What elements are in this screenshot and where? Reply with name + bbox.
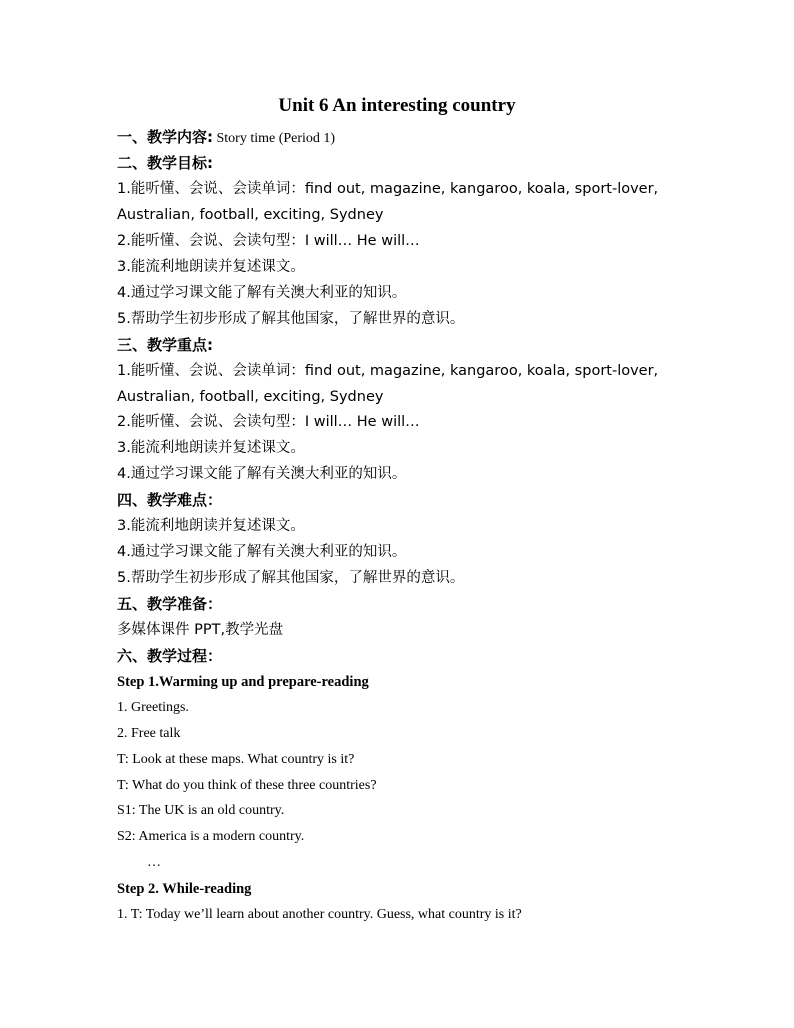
key-points-heading: 三、教学重点: <box>117 336 213 354</box>
step2-line: 1. T: Today we’ll learn about another country. Guess, what country is it? <box>117 907 522 922</box>
step1-line: S1: The UK is an old country. <box>117 803 285 818</box>
content-line <box>117 127 757 149</box>
process-heading: 六、教学过程： <box>117 647 223 665</box>
step1-ellipsis: … <box>147 855 161 870</box>
key-point-item: 4.通过学习课文能了解有关澳大利亚的知识。 <box>117 466 407 482</box>
step1-line: T: What do you think of these three countries? <box>117 778 377 793</box>
content-value: Story time (Period 1) <box>213 131 336 146</box>
step1-line: T: Look at these maps. What country is it? <box>117 752 355 767</box>
difficulty-item: 5.帮助学生初步形成了解其他国家，了解世界的意识。 <box>117 570 465 586</box>
difficulty-item: 4.通过学习课文能了解有关澳大利亚的知识。 <box>117 544 407 560</box>
objective-item: 3.能流利地朗读并复述课文。 <box>117 259 305 275</box>
difficulties-heading: 四、教学难点： <box>117 491 223 509</box>
step1-line: 1. Greetings. <box>117 700 189 715</box>
step1-title: Step 1.Warming up and prepare-reading <box>117 674 369 690</box>
key-point-item: 1.能听懂、会说、会读单词：find out, magazine, kangaroo, koala, sport-lover, <box>117 363 659 379</box>
difficulty-item: 3.能流利地朗读并复述课文。 <box>117 518 305 534</box>
preparation-item: 多媒体课件 PPT,教学光盘 <box>117 622 284 638</box>
key-point-item: 3.能流利地朗读并复述课文。 <box>117 440 305 456</box>
key-point-item: 2.能听懂、会说、会读句型：I will… He will… <box>117 414 420 430</box>
objectives-heading: 二、教学目标: <box>117 154 213 172</box>
step1-line: S2: America is a modern country. <box>117 829 305 844</box>
preparation-heading: 五、教学准备： <box>117 595 223 613</box>
document-title: Unit 6 An interesting country <box>278 95 516 116</box>
key-point-item: Australian, football, exciting, Sydney <box>117 389 384 405</box>
objective-item: Australian, football, exciting, Sydney <box>117 207 384 223</box>
step1-line: 2. Free talk <box>117 726 181 741</box>
objective-item: 4.通过学习课文能了解有关澳大利亚的知识。 <box>117 285 407 301</box>
content-label: 一、教学内容: <box>117 128 213 146</box>
objective-item: 1.能听懂、会说、会读单词：find out, magazine, kangaroo, koala, sport-lover, <box>117 181 659 197</box>
step2-title: Step 2. While-reading <box>117 881 252 897</box>
objective-item: 5.帮助学生初步形成了解其他国家，了解世界的意识。 <box>117 311 465 327</box>
objective-item: 2.能听懂、会说、会读句型：I will… He will… <box>117 233 420 249</box>
